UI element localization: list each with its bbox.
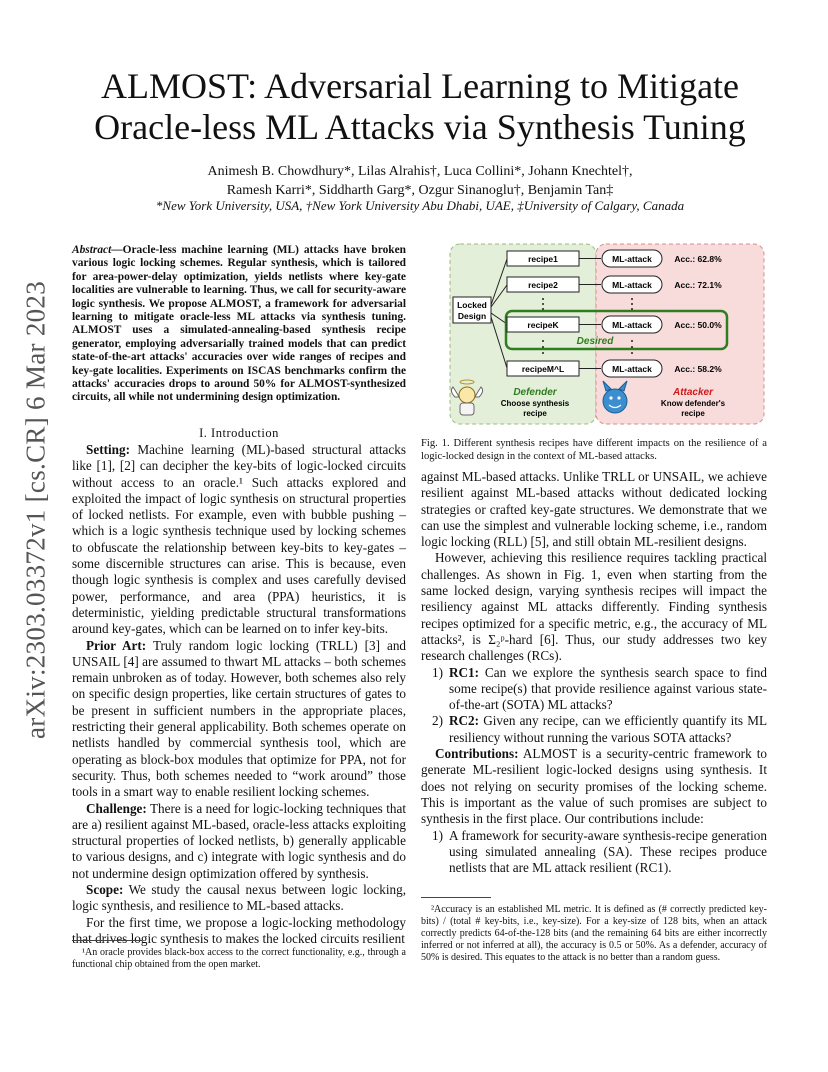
svg-text:recipe2: recipe2	[528, 280, 558, 290]
figure-1-diagram	[449, 241, 767, 428]
paragraph-setting: Setting: Machine learning (ML)-based structural attacks like [1], [2] can decipher the key-bits of logic-locked circuits without access to an oracle.¹ Such attacks explored and exploited the impact of logic synthesis on structural properties of locked netlists. For example, even with bubble pushing – which is a logic synthesis technique used by locking schemes to obfuscate the relationship between key-bits to key-gates – some discernible structures can arise. This is because, even though logic synthesis is complex and uses carefully devised power, performance, and area (PPA) heuristics, it is deterministic, yielding predictable structural transformations around key-gates, which can be learned on to infer key-bits.	[72, 442, 406, 637]
authors-line-1: Animesh B. Chowdhury*, Lilas Alrahis†, Luca Collini*, Johann Knechtel†,	[207, 164, 633, 179]
paper-title	[60, 66, 780, 148]
title-line-1: ALMOST: Adversarial Learning to Mitigate	[100, 66, 740, 106]
svg-text:ML-attack: ML-attack	[612, 364, 652, 374]
footnote-2: ²Accuracy is an established ML metric. It is defined as (# correctly predicted key-bits) / (total # key-bits, i.e., key-size). For a key-size of 128 bits, when an attack correctly predicts 64-of-the-128 bits (and the remaining 64 bits are either incorrectly inferred or not inferred at all), the accuracy is 0.5 or 50%. As a defender, accuracy of 50% is desired. This equates to the attack is no better than a random guess.	[421, 904, 767, 963]
footnote-1: ¹An oracle provides black-box access to the correct functionality, e.g., through a functional chip obtained from the open market.	[72, 947, 406, 970]
contributions-list	[421, 828, 767, 877]
svg-text:ML-attack: ML-attack	[612, 254, 652, 264]
abstract	[72, 244, 406, 405]
attacker-sub-1: Know defender's	[660, 399, 726, 408]
list-item-rc1: 1) RC1: Can we explore the synthesis search space to find some recipe(s) that provide resilience against various state-of-the-art (SOTA) ML attacks?	[432, 664, 767, 713]
authors-line-2: Ramesh Karri*, Siddharth Garg*, Ozgur Sinanoglu†, Benjamin Tan‡	[226, 183, 614, 198]
figure-caption: Fig. 1. Different synthesis recipes have different impacts on the resilience of a logic-locked design in the context of ML-based attacks.	[421, 438, 767, 462]
locked-design-label-2: Design	[457, 311, 487, 321]
attacker-sub-2: recipe	[681, 409, 705, 418]
arxiv-sidebar: arXiv:2303.03372v1 [cs.CR] 6 Mar 2023	[20, 280, 51, 740]
paragraph-first-time: For the first time, we propose a logic-locking methodology that drives logic synthesis to makes the locked circuits resilient	[72, 914, 406, 946]
defender-label: Defender	[513, 387, 557, 398]
svg-text:recipeM^L: recipeM^L	[521, 364, 565, 374]
locked-design-label: Locked	[457, 300, 487, 310]
svg-text:Acc.: 62.8%: Acc.: 62.8%	[674, 254, 722, 264]
svg-text:ML-attack: ML-attack	[612, 280, 652, 290]
right-column-body	[421, 469, 767, 876]
svg-text:Acc.: 72.1%: Acc.: 72.1%	[674, 280, 722, 290]
section-heading: I. Introduction	[199, 426, 279, 440]
list-item-contrib-1: 1) A framework for security-aware synthesis-recipe generation using simulated annealing (SA). These recipes produce netlists that are ML attack resilient (RC1).	[432, 827, 767, 876]
svg-text:recipe1: recipe1	[528, 254, 558, 264]
defender-sub-1: Choose synthesis	[500, 399, 570, 408]
svg-text:Acc.: 50.0%: Acc.: 50.0%	[674, 320, 722, 330]
paragraph-contributions: Contributions: ALMOST is a security-centric framework to generate ML-resilient logic-locked designs using synthesis. It does not relying on security promises of the locking scheme. This is important as the value of such promises are subject to synthesis in the first place. Our contributions include:	[421, 746, 767, 827]
title-line-2: Oracle-less ML Attacks via Synthesis Tuning	[94, 107, 746, 147]
paragraph-challenge: Challenge: There is a need for logic-locking techniques that are a) resilient against ML-based, oracle-less attacks exploiting structural properties of locked netlists, b) generally applicable to various designs, and c) integrate with logic synthesis and do not undermine design optimization offered by synthesis.	[72, 800, 406, 881]
defender-sub-2: recipe	[523, 409, 547, 418]
svg-text:Acc.: 58.2%: Acc.: 58.2%	[674, 364, 722, 374]
list-item-rc2: 2) RC2: Given any recipe, can we efficiently quantify its ML resiliency without running the various SOTA attacks?	[432, 713, 767, 745]
paragraph-scope: Scope: We study the causal nexus between logic locking, logic synthesis, and resilience to ML-based attacks.	[72, 882, 406, 914]
paragraph-against: against ML-based attacks. Unlike TRLL or UNSAIL, we achieve resilient against ML-based attacks without dedicated locking strategies or crafted key-gate structures. We demonstrate that we can use the simplest and vulnerable locking scheme, i.e., random logic locking (RLL) [5], and still obtain ML-resilient designs.	[421, 469, 767, 550]
research-challenges-list	[421, 665, 767, 746]
authors	[60, 162, 780, 200]
left-column-body	[72, 442, 406, 947]
abstract-body: —Oracle-less machine learning (ML) attacks have broken various logic locking schemes. Regular synthesis, which is tailored for area-power-delay optimization, yields netlists where key-gate localities are vulnerable to learning. Thus, we call for security-aware logic synthesis. We propose ALMOST, a framework for adversarial learning to mitigate oracle-less ML attacks via synthesis tuning. ALMOST uses a simulated-annealing-based synthesis recipe generator, employing adversarially trained models that can predict state-of-the-art attacks' accuracies over wide ranges of recipes and key-gate localities. Experiments on ISCAS benchmarks confirm the attacks' accuracies drops to around 50% for ALMOST-synthesized circuits, all while not undermining design optimization.	[72, 244, 406, 404]
desired-label: Desired	[576, 336, 614, 347]
figure-1	[449, 241, 767, 428]
abstract-label: Abstract	[72, 244, 112, 256]
paragraph-however: However, achieving this resilience requires tackling practical challenges. As shown in Fig. 1, even when starting from the same locked design, varying synthesis recipes will impact the resiliency against ML attacks differently. Finding synthesis recipes optimized for a specific metric, e.g., the accuracy of ML attacks², is Σ₂ᵖ-hard [6]. Thus, our study addresses two key research challenges (RCs).	[421, 550, 767, 664]
svg-text:ML-attack: ML-attack	[612, 320, 652, 330]
affiliations: *New York University, USA, †New York University Abu Dhabi, UAE, ‡University of Calgary, Canada	[155, 198, 685, 213]
svg-text:recipeK: recipeK	[527, 320, 559, 330]
paragraph-prior-art: Prior Art: Truly random logic locking (TRLL) [3] and UNSAIL [4] are assumed to thwart ML attacks – both schemes remain unbroken as of today. However, both schemes also rely on specific design properties, like certain structures of gates to be present in sufficient numbers in the appropriate places, restricting their general applicability. Both schemes operate on netlists handled by commercial synthesis tool, which are operating as block-box modules that optimize for PPA, not for security. Thus, both schemes needed to “work around” those tools in a smart way to enable resilient locking schemes.	[72, 637, 407, 800]
attacker-label: Attacker	[672, 387, 714, 398]
